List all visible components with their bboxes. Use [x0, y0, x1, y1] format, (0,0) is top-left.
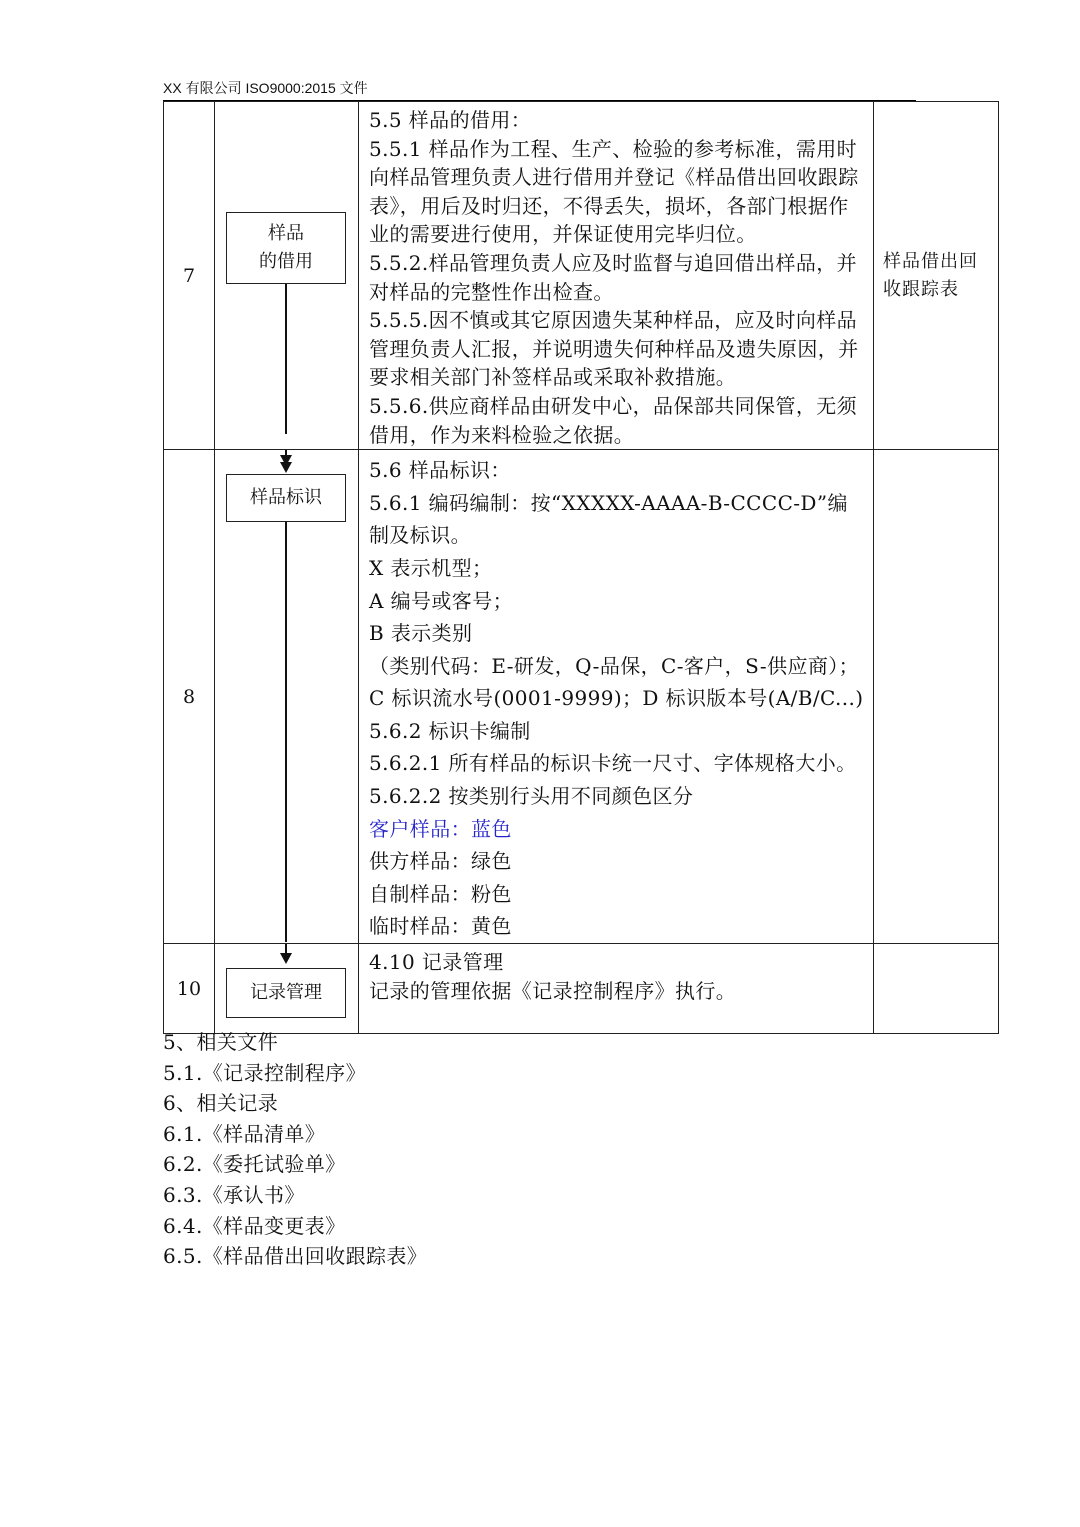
content-line: 5.6.2.2 按类别行头用不同颜色区分: [369, 784, 694, 809]
flow-arrow-icon: [280, 462, 292, 473]
step-number: 8: [164, 450, 215, 944]
content-line: 5.6.2 标识卡编制: [369, 718, 531, 743]
content-line: 5.6 样品标识：: [369, 458, 511, 483]
flow-connector-line: [285, 450, 287, 461]
content-line-blue: 客户样品：蓝色: [369, 816, 512, 841]
list-item: 6.3.《承认书》: [163, 1182, 305, 1207]
list-item: 6.1.《样品清单》: [163, 1121, 326, 1146]
list-item: 6.5.《样品借出回收跟踪表》: [163, 1244, 428, 1269]
record-cell: 样品借出回收跟踪表: [874, 102, 999, 450]
content-line: 记录的管理依据《记录控制程序》执行。: [369, 978, 737, 1003]
flow-box-label: 的借用: [259, 251, 313, 272]
table-row: [164, 450, 999, 944]
content-line: 5.5.2.样品管理负责人应及时监督与追回借出样品，并对样品的完整性作出检查。: [369, 250, 858, 304]
flow-cell: [215, 944, 359, 1034]
content-line: 5.5.6.供应商样品由研发中心，品保部共同保管，无须借用，作为来料检验之依据。: [369, 393, 858, 447]
content-line: 自制样品：粉色: [369, 881, 512, 906]
content-line: 4.10 记录管理: [369, 950, 504, 975]
flow-connector-line: [285, 284, 287, 434]
table-row: [164, 102, 999, 450]
flow-arrow-icon: [280, 953, 292, 964]
procedure-table: [163, 101, 999, 1034]
list-item: 6.2.《委托试验单》: [163, 1152, 346, 1177]
step-number: 7: [164, 102, 215, 450]
step-number: 10: [164, 944, 215, 1034]
content-line: 临时样品：黄色: [369, 914, 512, 939]
section-heading: 5、相关文件: [163, 1030, 279, 1054]
content-cell: [359, 944, 874, 1034]
flow-box-label: 样品标识: [250, 487, 322, 509]
content-line: B 表示类别: [369, 621, 473, 646]
content-line: 5.5.5.因不慎或其它原因遗失某种样品，应及时向样品管理负责人汇报，并说明遗失何种样品及遗失原因，并要求相关部门补签样品或采取补救措施。: [369, 308, 859, 390]
section-heading: 6、相关记录: [163, 1091, 279, 1116]
table-row: [164, 944, 999, 1034]
flow-box-sample-identification: [226, 474, 346, 522]
content-line: （类别代码：E-研发，Q-品保，C-客户，S-供应商）；: [369, 653, 860, 678]
content-line: X 表示机型；: [369, 555, 493, 580]
list-item: 6.4.《样品变更表》: [163, 1213, 346, 1238]
related-sections: [163, 1027, 427, 1272]
list-item: 5.1.《记录控制程序》: [163, 1060, 366, 1085]
content-line: C 标识流水号(0001-9999)；D 标识版本号(A/B/C...): [369, 686, 864, 711]
flow-connector-line: [285, 944, 287, 953]
content-line: 5.5 样品的借用：: [369, 108, 532, 132]
content-line: 5.6.2.1 所有样品的标识卡统一尺寸、字体规格大小。: [369, 751, 857, 776]
flow-box-record-management: [226, 968, 346, 1018]
content-cell: [359, 102, 874, 450]
flow-box-sample-borrowing: [226, 212, 346, 284]
page-header: XX 有限公司 ISO9000:2015 文件: [163, 78, 916, 101]
content-line: 5.5.1 样品作为工程、生产、检验的参考标准，需用时向样品管理负责人进行借用并登记《样品借出回收跟踪表》，用后及时归还，不得丢失，损坏，各部门根据作业的需要进行使用，并保证使用完毕归位。: [369, 136, 859, 247]
flow-cell: [215, 450, 359, 944]
flow-box-label: 样品: [268, 223, 304, 244]
flow-box-label: 记录管理: [250, 982, 322, 1004]
content-line: 5.6.1 编码编制：按“XXXXX-AAAA-B-CCCC-D”编制及标识。: [369, 490, 848, 548]
content-cell: [359, 450, 874, 944]
record-cell: [874, 944, 999, 1034]
flow-cell: [215, 102, 359, 450]
content-line: 供方样品：绿色: [369, 849, 512, 874]
record-cell: [874, 450, 999, 944]
content-line: A 编号或客号；: [369, 588, 514, 613]
flow-connector-line: [285, 522, 287, 942]
